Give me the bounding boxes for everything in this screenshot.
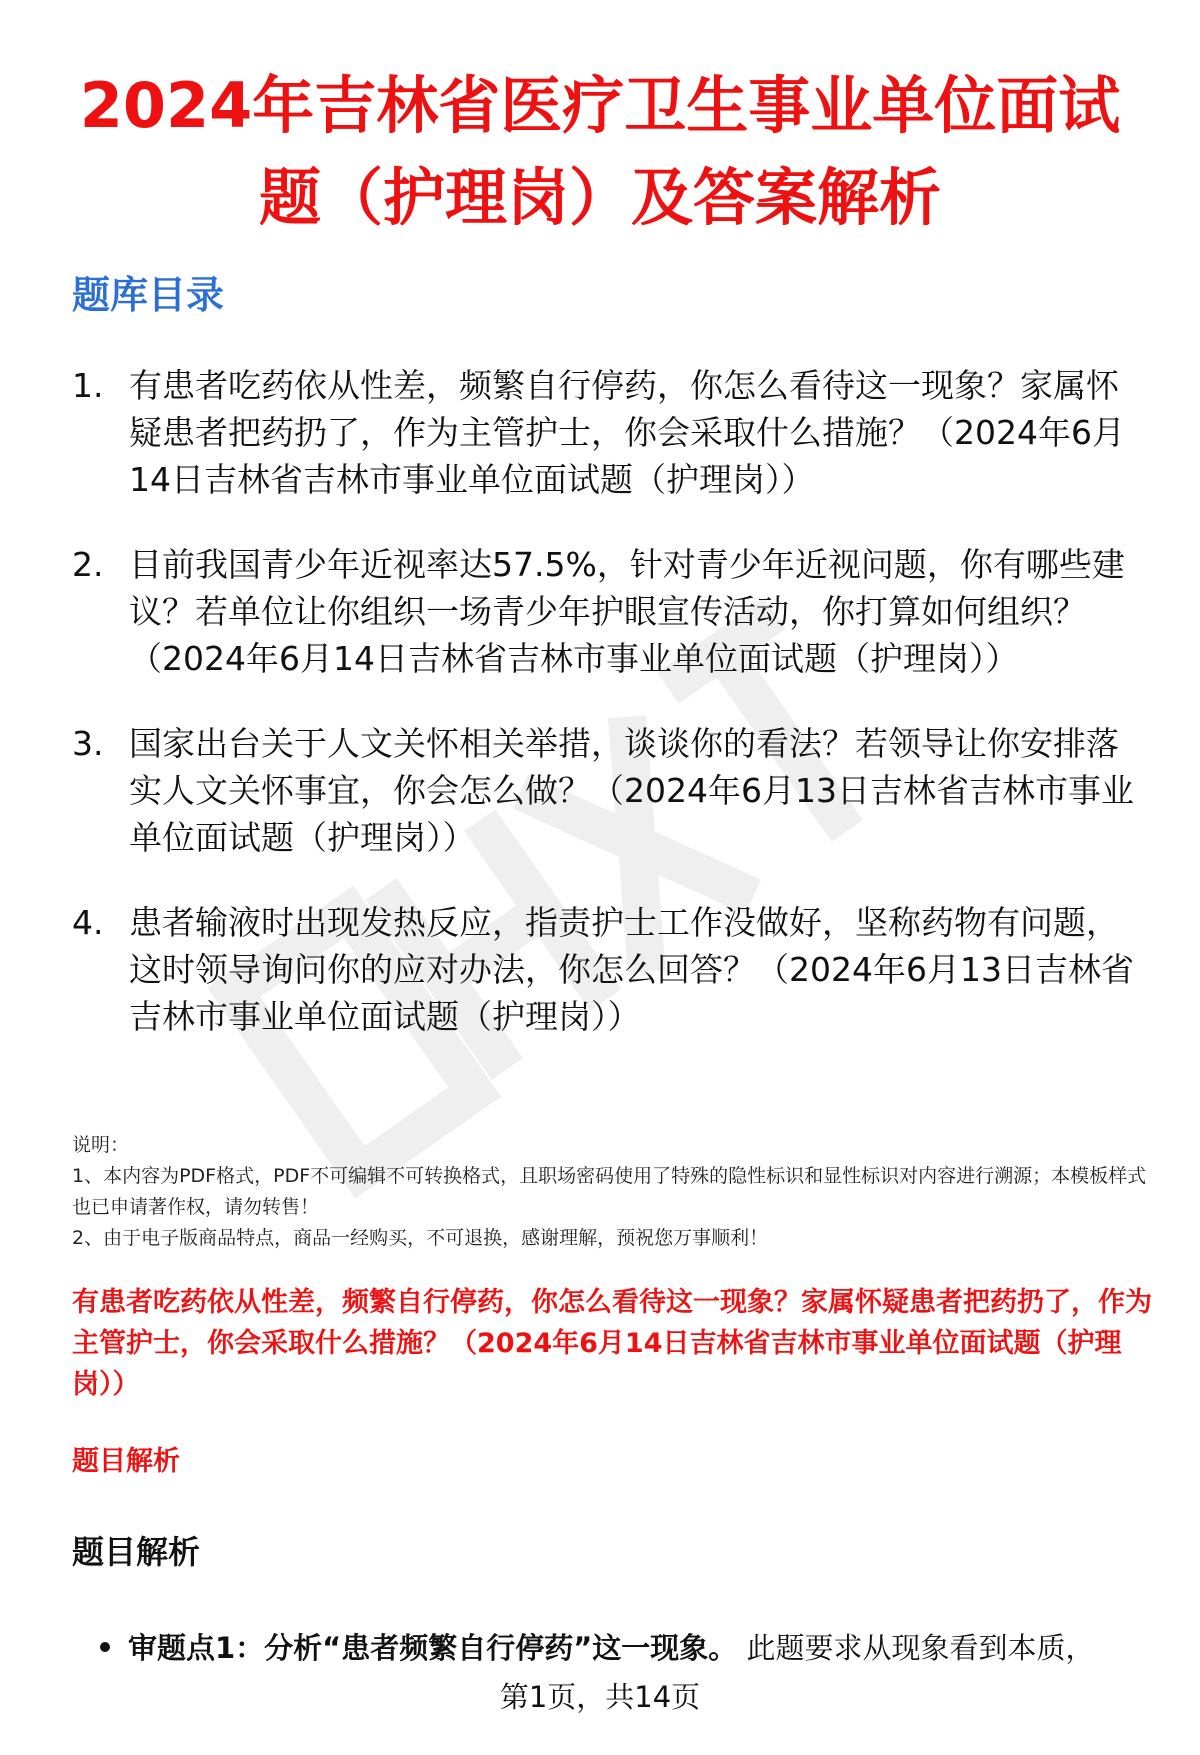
bullet-bold-text: 审题点1：分析“患者频繁自行停药”这一现象。: [128, 1631, 738, 1665]
analysis-bullet: [100, 1627, 1160, 1669]
notes-label: 说明：: [72, 1134, 130, 1156]
toc-item-2[interactable]: [72, 541, 1142, 682]
toc-item-number: 4.: [72, 903, 104, 942]
toc-list: [72, 362, 1142, 1078]
notes-block: [72, 1130, 1152, 1254]
document-title: 2024年吉林省医疗卫生事业单位面试题（护理岗）及答案解析: [79, 69, 1121, 234]
toc-item-text: 患者输液时出现发热反应，指责护士工作没做好，坚称药物有问题，这时领导询问你的应对办法，你怎么回答？（2024年6月13日吉林省吉林市事业单位面试题（护理岗））: [129, 903, 1134, 1036]
bullet-text: 此题要求从现象看到本质，: [746, 1631, 1095, 1665]
page-number: 第1页，共14页: [499, 1680, 701, 1714]
notes-line-2: 2、由于电子版商品特点，商品一经购买，不可退换，感谢理解，预祝您万事顺利！: [72, 1227, 769, 1249]
toc-item-3[interactable]: [72, 720, 1142, 861]
toc-heading: 题库目录: [72, 273, 225, 317]
toc-item-number: 2.: [72, 545, 104, 584]
analysis-subheading: 题目解析: [72, 1533, 201, 1571]
toc-item-text: 有患者吃药依从性差，频繁自行停药，你怎么看待这一现象？家属怀疑患者把药扔了，作为主管护士，你会采取什么措施？（2024年6月14日吉林省吉林市事业单位面试题（护理岗））: [129, 366, 1125, 499]
question-title: 有患者吃药依从性差，频繁自行停药，你怎么看待这一现象？家属怀疑患者把药扔了，作为主管护士，你会采取什么措施？（2024年6月14日吉林省吉林市事业单位面试题（护理岗））: [72, 1287, 1152, 1400]
notes-line-1: 1、本内容为PDF格式，PDF不可编辑不可转换格式，且职场密码使用了特殊的隐性标识和显性标识对内容进行溯源；本模板样式也已申请著作权，请勿转售！: [72, 1165, 1147, 1218]
toc-item-1[interactable]: [72, 362, 1142, 503]
toc-item-4[interactable]: [72, 899, 1142, 1040]
bullet-icon: [100, 1642, 110, 1652]
toc-item-number: 1.: [72, 366, 104, 405]
analysis-subheading-red: 题目解析: [72, 1446, 180, 1477]
toc-item-text: 目前我国青少年近视率达57.5%，针对青少年近视问题，你有哪些建议？若单位让你组织一场青少年护眼宣传活动，你打算如何组织？（2024年6月14日吉林省吉林市事业单位面试题（护理岗））: [129, 545, 1125, 678]
toc-item-number: 3.: [72, 724, 104, 763]
toc-item-text: 国家出台关于人文关怀相关举措，谈谈你的看法？若领导让你安排落实人文关怀事宜，你会怎么做？（2024年6月13日吉林省吉林市事业单位面试题（护理岗））: [129, 724, 1134, 857]
